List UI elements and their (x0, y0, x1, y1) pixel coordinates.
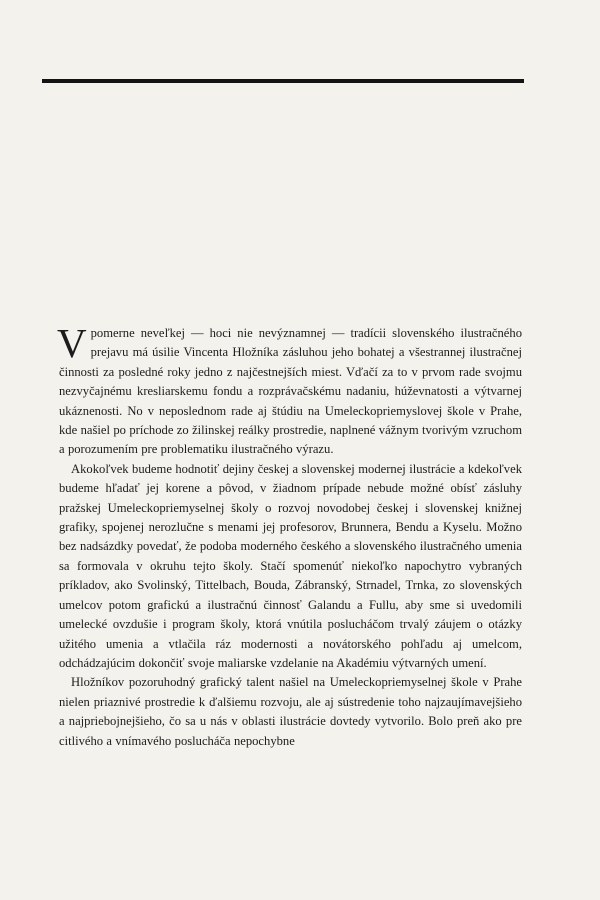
paragraph-1-text: pomerne neveľkej — hoci nie nevýznamnej — tradícii slovenského ilustračného prejavu má úsilie Vincenta Hložníka zásluhou jeho bohatej a všestrannej ilustračnej činnosti za posledné roky jedno z najčestnejších miest. Vďačí za to v prvom rade svojmu nezvyčajnému kresliarskemu fondu a rozprávačskému nadaniu, húževnatosti a výtvarnej ukáznenosti. No v neposlednom rade aj štúdiu na Umeleckopriemyslovej škole v Prahe, kde našiel po príchode zo žilinskej reálky prostredie, naplnené vážnym tvorivým vzruchom a porozumením pre problematiku ilustračného výrazu. (59, 326, 522, 457)
top-horizontal-rule (42, 79, 524, 83)
paragraph-1 (57, 320, 522, 460)
paragraph-3: Hložníkov pozoruhodný grafický talent našiel na Umeleckopriemyselnej škole v Prahe nielen priaznivé prostredie k ďalšiemu rozvoju, ale aj sústredenie toho najzaujímavejšieho a najpriebojnejšieho, čo sa u nás v oblasti ilustrácie dovtedy vytvorilo. Bolo preň ako pre citlivého a vnímavého poslucháča nepochybne (59, 675, 522, 748)
drop-cap: V (57, 320, 87, 366)
article-body (57, 320, 522, 751)
paragraph-2: Akokoľvek budeme hodnotiť dejiny českej a slovenskej modernej ilustrácie a kdekoľvek budeme hľadať jej korene a pôvod, v žiadnom prípade nebude možné obísť zásluhy pražskej Umeleckopriemyselnej školy o rozvoj novodobej českej i slovenskej knižnej grafiky, spojenej nerozlučne s menami jej profesorov, Brunnera, Bendu a Kyselu. Možno bez nadsázdky povedať, že podoba moderného českého a slovenského ilustračného umenia sa formovala v okruhu tejto školy. Stačí spomenúť niekoľko napochytro vybraných príkladov, ako Svolinský, Tittelbach, Bouda, Zábranský, Strnadel, Trnka, zo slovenských umelcov potom grafickú a ilustračnú činnosť Galandu a Fullu, aby sme si uvedomili umelecké ovzdušie i program školy, ktorá vnútila poslucháčom trvalý záujem o otázky užitého umenia a vtlačila ráz modernosti a novátorského pohľadu aj umelcom, odchádzajúcim dokončiť svoje maliarske vzdelanie na Akadémiu výtvarných umení. (59, 461, 522, 670)
